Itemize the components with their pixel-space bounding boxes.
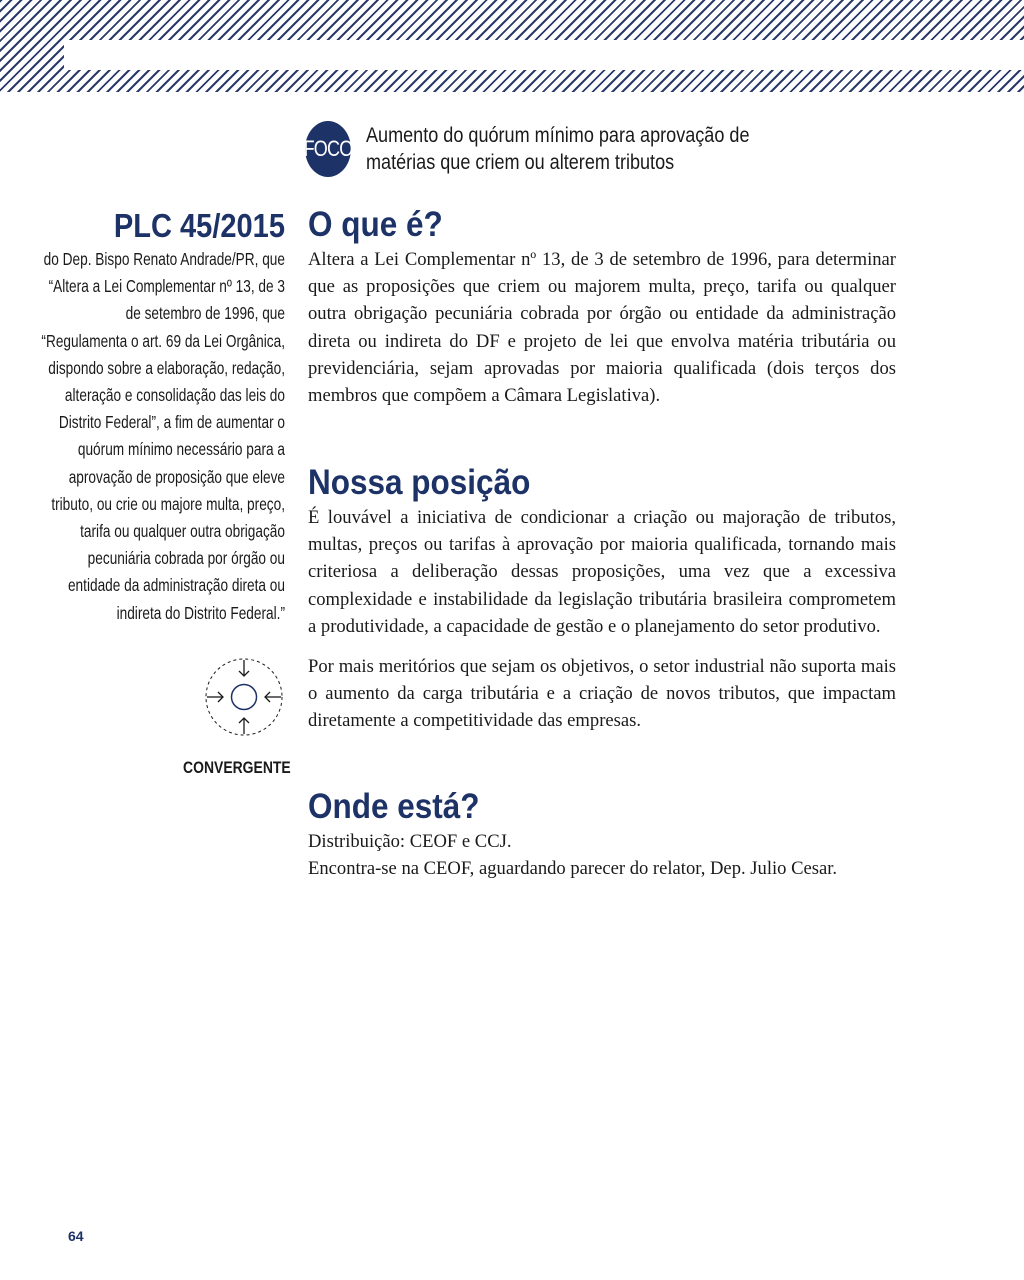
section-where [308, 786, 908, 882]
page-number: 64 [68, 1228, 84, 1244]
header-stripe-band [0, 0, 1024, 92]
position-label: CONVERGENTE [183, 758, 291, 777]
focus-title-line2: matérias que criem ou alterem tributos [366, 151, 675, 174]
section-what-heading: O que é? [308, 205, 443, 244]
focus-badge-label: FOCO [303, 136, 353, 161]
section-where-line1: Distribuição: CEOF e CCJ. [308, 831, 512, 852]
bill-number: PLC 45/2015 [113, 207, 285, 244]
header-white-bar [64, 40, 1024, 70]
section-position-paragraph2: Por mais meritórios que sejam os objetivos, o setor industrial não suporta mais o aumento da carga tributária e a criação de novos tributos, que impactam diretamente a competitividade das empresas. [308, 656, 896, 732]
section-position-heading: Nossa posição [308, 463, 531, 502]
sidebar [40, 206, 285, 627]
section-what-body: Altera a Lei Complementar nº 13, de 3 de setembro de 1996, para determinar que as proposições que criem ou majorem multa, preço, tarifa ou qualquer outra obrigação pecuniária cobrada por órgão ou entidade da administração direta ou indireta do DF e projeto de lei que envolva matéria tributária ou previdenciária, sejam aprovadas por maioria qualificada (dois terços dos membros que compõem a Câmara Legislativa). [308, 249, 896, 407]
section-position-paragraph1: É louvável a iniciativa de condicionar a criação ou majoração de tributos, multas, preços ou tarifas à aprovação por maioria qualificada, tornando mais criteriosa a deliberação dessas proposições, uma vez que a excessiva complexidade e instabilidade da legislação tributária brasileira comprometem a produtividade, a capacidade de gestão e o planejamento do setor produtivo. [308, 507, 896, 637]
section-what [308, 204, 908, 409]
bill-description: do Dep. Bispo Renato Andrade/PR, que “Altera a Lei Complementar nº 13, de 3 de setembro de 1996, que “Regulamenta o art. 69 da Lei Orgânica, dispondo sobre a elaboração, redação, alteração e consolidação das leis do Distrito Federal”, a fim de aumentar o quórum mínimo necessário para a aprovação de proposição que eleve tributo, ou crie ou majore multa, preço, tarifa ou qualquer outra obrigação pecuniária cobrada por órgão ou entidade da administração direta ou indireta do Distrito Federal.” [41, 249, 286, 623]
focus-badge [305, 121, 351, 177]
focus-title-line1: Aumento do quórum mínimo para aprovação de [366, 124, 750, 147]
section-position [308, 462, 908, 735]
section-where-line2: Encontra-se na CEOF, aguardando parecer do relator, Dep. Julio Cesar. [308, 858, 838, 880]
convergent-arrows-icon [204, 657, 284, 737]
focus-title [366, 122, 750, 176]
section-where-heading: Onde está? [308, 787, 480, 826]
